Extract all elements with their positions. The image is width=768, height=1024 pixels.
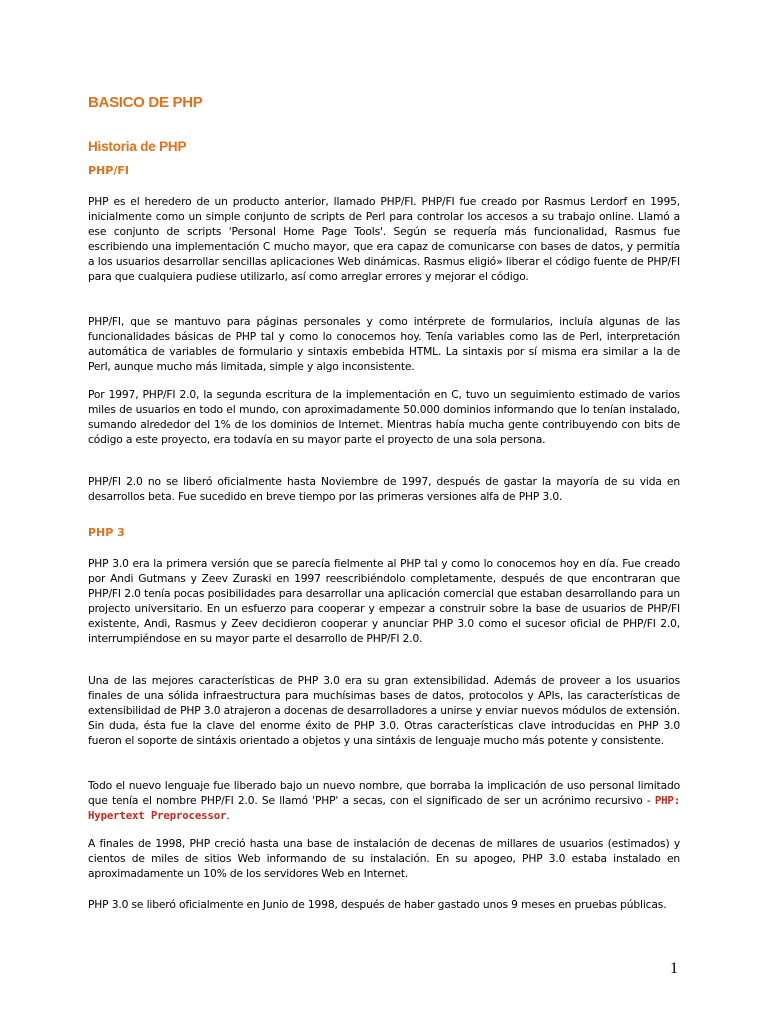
php-acronym-link[interactable]: PHP: Hypertext Preprocessor [88, 794, 680, 822]
paragraph-8: A finales de 1998, PHP creció hasta una base de instalación de decenas de millares de usuarios (estimados) y cientos de miles de sitios Web informando de su instalación. En su apogeo, PHP 3.0 estaba instalado en aproximadamente un 10% de los servidores Web en Internet. [88, 837, 680, 880]
paragraph-7-text: Todo el nuevo lenguaje fue liberado bajo un nuevo nombre, que borraba la implicación de uso personal limitado que tenía el nombre PHP/FI 2.0. Se llamó 'PHP' a secas, con el significado de ser un acrónimo recursivo - [88, 779, 680, 807]
paragraph-9: PHP 3.0 se liberó oficialmente en Junio de 1998, después de haber gastado unos 9 meses en pruebas públicas. [88, 898, 667, 911]
section-title-historia: Historia de PHP [88, 139, 187, 154]
paragraph-3: Por 1997, PHP/FI 2.0, la segunda escritura de la implementación en C, tuvo un seguimiento estimado de varios miles de usuarios en todo el mundo, con aproximadamente 50.000 dominios informando que lo tenían instalado, sumando alrededor del 1% de los dominios de Internet. Mientras había mucha gente contribuyendo con bits de código a este proyecto, era todavía en su mayor parte el proyecto de una sola persona. [88, 388, 680, 446]
paragraph-5: PHP 3.0 era la primera versión que se parecía fielmente al PHP tal y como lo conocemos hoy en día. Fue creado por Andi Gutmans y Zeev Zuraski en 1997 reescribiéndolo completamente, después de que encontraran que PHP/FI 2.0 tenía pocas posibilidades para desarrollar una aplicación comercial que estaban desarrollando para un projecto universitario. En un esfuerzo para cooperar y empezar a construir sobre la base de usuarios de PHP/FI existente, Andi, Rasmus y Zeev decidieron cooperar y anunciar PHP 3.0 como el sucesor oficial de PHP/FI 2.0, interrumpiéndose en su mayor parte el desarrollo de PHP/FI 2.0. [88, 557, 680, 645]
paragraph-4: PHP/FI 2.0 no se liberó oficialmente hasta Noviembre de 1997, después de gastar la mayoría de su vida en desarrollos beta. Fue sucedido en breve tiempo por las primeras versiones alfa de PHP 3.0. [88, 475, 680, 503]
subheading-phpfi: PHP/FI [88, 164, 129, 177]
subheading-php3: PHP 3 [88, 526, 125, 539]
paragraph-1: PHP es el heredero de un producto anterior, llamado PHP/FI. PHP/FI fue creado por Rasmus Lerdorf en 1995, inicialmente como un simple conjunto de scripts de Perl para controlar los accesos a su trabajo online. Llamó a ese conjunto de scripts 'Personal Home Page Tools'. Según se requería más funcionalidad, Rasmus fue escribiendo una implementación C mucho mayor, que era capaz de comunicarse con bases de datos, y permitía a los usuarios desarrollar sencillas aplicaciones Web dinámicas. Rasmus eligió» liberar el código fuente de PHP/FI para que cualquiera pudiese utilizarlo, así como arreglar errores y mejorar el código. [88, 195, 680, 283]
page-number: 1 [670, 960, 678, 977]
document-title: BASICO DE PHP [88, 94, 203, 111]
paragraph-2: PHP/FI, que se mantuvo para páginas personales y como intérprete de formularios, incluía algunas de las funcionalidades básicas de PHP tal y como lo conocemos hoy. Tenía variables como las de Perl, interpretación automática de variables de formulario y sintaxis embebida HTML. La sintaxis por sí misma era similar a la de Perl, aunque mucho más limitada, simple y algo inconsistente. [88, 315, 680, 373]
paragraph-7 [88, 778, 680, 823]
paragraph-6: Una de las mejores características de PHP 3.0 era su gran extensibilidad. Además de proveer a los usuarios finales de una sólida infraestructura para muchísimas bases de datos, protocolos y APIs, las características de extensibilidad de PHP 3.0 atrajeron a docenas de desarrolladores a unirse y enviar nuevos módulos de extensión. Sin duda, ésta fue la clave del enorme éxito de PHP 3.0. Otras características clave introducidas en PHP 3.0 fueron el soporte de sintáxis orientado a objetos y una sintáxis de lenguaje mucho más potente y consistente. [88, 674, 680, 747]
paragraph-7-end: . [226, 809, 230, 822]
